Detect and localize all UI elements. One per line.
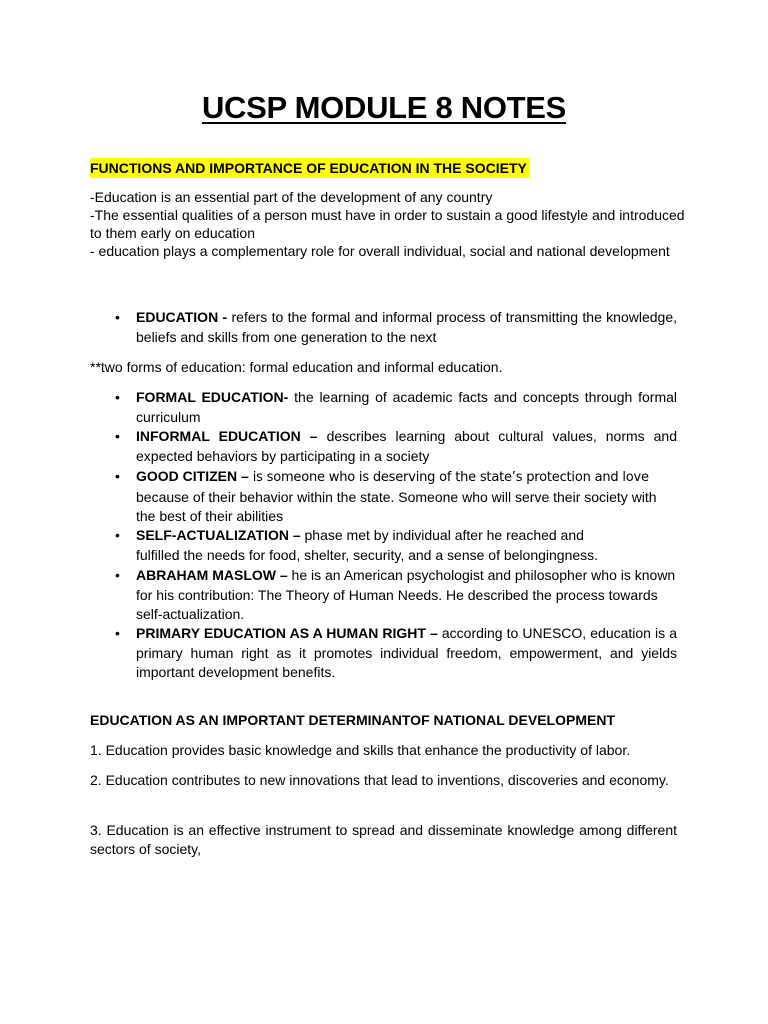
bullet-item-abraham-maslow: [115, 566, 677, 625]
term: FORMAL EDUCATION-: [136, 389, 289, 405]
bullet-icon: •: [115, 428, 120, 444]
term: EDUCATION -: [136, 309, 228, 325]
intro-line: -The essential qualities of a person must have in order to sustain a good lifestyle and introduced to them early on education: [90, 207, 685, 241]
intro-line: - education plays a complementary role for overall individual, social and national development: [90, 243, 670, 259]
bullet-text: [136, 624, 677, 683]
definition: refers to the formal and informal process of transmitting the knowledge, beliefs and skills from one generation to the next: [136, 309, 677, 345]
bullet-item-formal-education: [115, 388, 677, 427]
intro-line: -Education is an essential part of the development of any country: [90, 189, 493, 205]
bullet-text: [136, 566, 677, 625]
definition: the learning of academic facts and concepts through formal curriculum: [136, 389, 678, 425]
term: GOOD CITIZEN –: [136, 468, 249, 484]
term: INFORMAL EDUCATION –: [136, 428, 318, 444]
bullet-item-education: [115, 308, 677, 347]
definition: he is an American psychologist and philosopher who is known for his contribution: The Theory of Human Needs. He described the process towards self-actualization.: [136, 567, 676, 622]
definition-part-a: is someone who is deserving of the state’s protection and love: [248, 470, 649, 485]
bullet-text: [136, 526, 677, 565]
bullet-text: [136, 427, 677, 466]
bullet-icon: •: [115, 527, 120, 543]
definition: according to UNESCO, education is a primary human right as it promotes individual freedom, empowerment, and yields important development benefits.: [136, 625, 677, 680]
bullet-item-self-actualization: [115, 526, 677, 565]
term: ABRAHAM MASLOW –: [136, 567, 288, 583]
bullet-icon: •: [115, 309, 120, 325]
bullet-item-primary-education: [115, 624, 677, 683]
term: PRIMARY EDUCATION AS A HUMAN RIGHT –: [136, 625, 438, 641]
bullet-text: [136, 467, 677, 527]
bullet-item-good-citizen: [115, 467, 677, 527]
definition: describes learning about cultural values, norms and expected behaviors by participating in a society: [136, 428, 677, 464]
forms-note: **two forms of education: formal education and informal education.: [90, 359, 503, 375]
numbered-point: 2. Education contributes to new innovations that lead to inventions, discoveries and economy.: [90, 772, 669, 788]
bullet-item-informal-education: [115, 427, 677, 466]
term: SELF-ACTUALIZATION –: [136, 527, 301, 543]
bullet-icon: •: [115, 625, 120, 641]
bullet-text: [136, 308, 677, 347]
intro-paragraphs: [90, 188, 690, 260]
page-title: [0, 88, 768, 128]
section-heading-national-development: EDUCATION AS AN IMPORTANT DETERMINANTOF NATIONAL DEVELOPMENT: [90, 712, 615, 728]
definition-part-b: because of their behavior within the state. Someone who will serve their society with the best of their abilities: [136, 488, 657, 524]
section-heading-functions: FUNCTIONS AND IMPORTANCE OF EDUCATION IN THE SOCIETY: [90, 160, 527, 176]
bullet-icon: •: [115, 389, 120, 405]
bullet-icon: •: [115, 567, 120, 583]
numbered-point: 3. Education is an effective instrument to spread and disseminate knowledge among different sectors of society,: [90, 822, 677, 857]
page-title-text: UCSP MODULE 8 NOTES: [201, 90, 567, 125]
bullet-icon: •: [115, 468, 120, 484]
numbered-point: 1. Education provides basic knowledge and skills that enhance the productivity of labor.: [90, 742, 631, 758]
bullet-text: [136, 388, 677, 427]
definition: phase met by individual after he reached and fulfilled the needs for food, shelter, security, and a sense of belongingness.: [136, 527, 599, 563]
